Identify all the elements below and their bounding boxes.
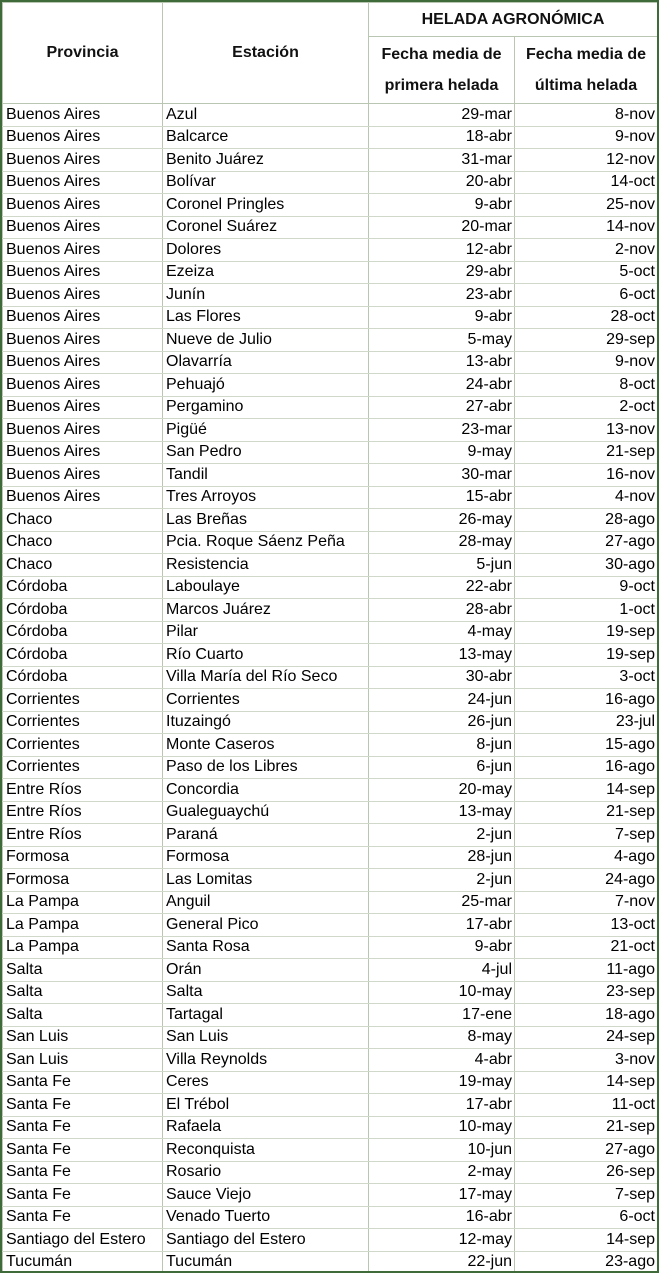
provincia-cell: Salta xyxy=(3,1004,163,1027)
estacion-cell: San Pedro xyxy=(163,441,369,464)
table-row xyxy=(3,891,658,914)
ultima-helada-cell: 3-nov xyxy=(515,1049,658,1072)
ultima-helada-cell: 13-nov xyxy=(515,419,658,442)
provincia-cell: Corrientes xyxy=(3,734,163,757)
estacion-cell: Las Lomitas xyxy=(163,869,369,892)
estacion-cell: Ezeiza xyxy=(163,261,369,284)
ultima-helada-cell: 26-sep xyxy=(515,1161,658,1184)
estacion-cell: Villa María del Río Seco xyxy=(163,666,369,689)
provincia-cell: Santa Fe xyxy=(3,1139,163,1162)
estacion-cell: Benito Juárez xyxy=(163,149,369,172)
table-row xyxy=(3,824,658,847)
table-row xyxy=(3,239,658,262)
ultima-helada-cell: 7-sep xyxy=(515,1184,658,1207)
table-row xyxy=(3,284,658,307)
estacion-cell: El Trébol xyxy=(163,1094,369,1117)
ultima-helada-cell: 9-nov xyxy=(515,126,658,149)
ultima-helada-cell: 27-ago xyxy=(515,1139,658,1162)
ultima-helada-cell: 1-oct xyxy=(515,599,658,622)
table-header xyxy=(3,3,658,104)
provincia-cell: Entre Ríos xyxy=(3,801,163,824)
provincia-cell: Formosa xyxy=(3,869,163,892)
ultima-helada-cell: 3-oct xyxy=(515,666,658,689)
table-row xyxy=(3,374,658,397)
primera-helada-cell: 18-abr xyxy=(369,126,515,149)
provincia-cell: Corrientes xyxy=(3,756,163,779)
provincia-cell: Chaco xyxy=(3,554,163,577)
provincia-cell: La Pampa xyxy=(3,914,163,937)
provincia-cell: Chaco xyxy=(3,531,163,554)
primera-helada-cell: 30-abr xyxy=(369,666,515,689)
ultima-helada-cell: 16-nov xyxy=(515,464,658,487)
primera-helada-cell: 22-abr xyxy=(369,576,515,599)
ultima-helada-cell: 16-ago xyxy=(515,689,658,712)
estacion-cell: Resistencia xyxy=(163,554,369,577)
provincia-cell: Buenos Aires xyxy=(3,329,163,352)
ultima-helada-cell: 21-sep xyxy=(515,441,658,464)
estacion-cell: Pehuajó xyxy=(163,374,369,397)
table-row xyxy=(3,1229,658,1252)
primera-helada-cell: 25-mar xyxy=(369,891,515,914)
estacion-cell: Rafaela xyxy=(163,1116,369,1139)
estacion-cell: San Luis xyxy=(163,1026,369,1049)
primera-helada-cell: 2-may xyxy=(369,1161,515,1184)
primera-helada-cell: 28-may xyxy=(369,531,515,554)
table-row xyxy=(3,261,658,284)
ultima-helada-cell: 24-sep xyxy=(515,1026,658,1049)
table-row xyxy=(3,351,658,374)
frost-dates-table xyxy=(2,2,658,1273)
provincia-cell: San Luis xyxy=(3,1049,163,1072)
primera-helada-cell: 23-mar xyxy=(369,419,515,442)
table-row xyxy=(3,734,658,757)
provincia-cell: Córdoba xyxy=(3,621,163,644)
estacion-cell: Azul xyxy=(163,104,369,127)
estacion-cell: Río Cuarto xyxy=(163,644,369,667)
ultima-helada-cell: 4-ago xyxy=(515,846,658,869)
ultima-helada-cell: 24-ago xyxy=(515,869,658,892)
primera-helada-cell: 13-may xyxy=(369,644,515,667)
provincia-cell: Buenos Aires xyxy=(3,351,163,374)
primera-helada-cell: 26-jun xyxy=(369,711,515,734)
estacion-cell: Ituzaingó xyxy=(163,711,369,734)
provincia-cell: Entre Ríos xyxy=(3,779,163,802)
table-row xyxy=(3,329,658,352)
provincia-cell: Córdoba xyxy=(3,576,163,599)
ultima-helada-cell: 11-oct xyxy=(515,1094,658,1117)
table-row xyxy=(3,1161,658,1184)
table-row xyxy=(3,1251,658,1273)
ultima-helada-cell: 2-oct xyxy=(515,396,658,419)
ultima-helada-cell: 30-ago xyxy=(515,554,658,577)
provincia-cell: La Pampa xyxy=(3,936,163,959)
primera-helada-cell: 26-may xyxy=(369,509,515,532)
table-row xyxy=(3,171,658,194)
provincia-cell: Buenos Aires xyxy=(3,239,163,262)
primera-helada-cell: 8-may xyxy=(369,1026,515,1049)
primera-helada-cell: 12-abr xyxy=(369,239,515,262)
ultima-helada-cell: 2-nov xyxy=(515,239,658,262)
primera-helada-cell: 16-abr xyxy=(369,1206,515,1229)
ultima-helada-cell: 23-ago xyxy=(515,1251,658,1273)
table-row xyxy=(3,464,658,487)
header-primera-line1: Fecha media de xyxy=(381,46,502,63)
provincia-cell: San Luis xyxy=(3,1026,163,1049)
provincia-cell: Córdoba xyxy=(3,666,163,689)
estacion-cell: Dolores xyxy=(163,239,369,262)
table-row xyxy=(3,846,658,869)
primera-helada-cell: 6-jun xyxy=(369,756,515,779)
estacion-cell: Formosa xyxy=(163,846,369,869)
primera-helada-cell: 17-may xyxy=(369,1184,515,1207)
ultima-helada-cell: 8-nov xyxy=(515,104,658,127)
estacion-cell: Santa Rosa xyxy=(163,936,369,959)
ultima-helada-cell: 6-oct xyxy=(515,1206,658,1229)
primera-helada-cell: 9-abr xyxy=(369,194,515,217)
table-row xyxy=(3,1026,658,1049)
table-row xyxy=(3,801,658,824)
provincia-cell: Formosa xyxy=(3,846,163,869)
table-row xyxy=(3,756,658,779)
table-row xyxy=(3,936,658,959)
provincia-cell: Santa Fe xyxy=(3,1116,163,1139)
estacion-cell: Laboulaye xyxy=(163,576,369,599)
primera-helada-cell: 28-abr xyxy=(369,599,515,622)
table-row xyxy=(3,531,658,554)
estacion-cell: Nueve de Julio xyxy=(163,329,369,352)
provincia-cell: Entre Ríos xyxy=(3,824,163,847)
primera-helada-cell: 20-may xyxy=(369,779,515,802)
table-row xyxy=(3,1049,658,1072)
primera-helada-cell: 9-abr xyxy=(369,306,515,329)
table-row xyxy=(3,779,658,802)
primera-helada-cell: 30-mar xyxy=(369,464,515,487)
primera-helada-cell: 13-abr xyxy=(369,351,515,374)
provincia-cell: Buenos Aires xyxy=(3,104,163,127)
provincia-cell: Buenos Aires xyxy=(3,261,163,284)
provincia-cell: Buenos Aires xyxy=(3,486,163,509)
ultima-helada-cell: 7-nov xyxy=(515,891,658,914)
primera-helada-cell: 4-jul xyxy=(369,959,515,982)
table-row xyxy=(3,216,658,239)
primera-helada-cell: 20-abr xyxy=(369,171,515,194)
provincia-cell: Buenos Aires xyxy=(3,396,163,419)
table-row xyxy=(3,1139,658,1162)
table-row xyxy=(3,599,658,622)
table-row xyxy=(3,981,658,1004)
header-primera-line2: primera helada xyxy=(384,77,499,94)
table-row xyxy=(3,576,658,599)
estacion-cell: Tartagal xyxy=(163,1004,369,1027)
estacion-cell: Las Flores xyxy=(163,306,369,329)
header-provincia: Provincia xyxy=(3,3,163,104)
primera-helada-cell: 9-may xyxy=(369,441,515,464)
provincia-cell: Santa Fe xyxy=(3,1071,163,1094)
provincia-cell: Buenos Aires xyxy=(3,464,163,487)
provincia-cell: Santiago del Estero xyxy=(3,1229,163,1252)
table-body xyxy=(3,104,658,1273)
provincia-cell: Buenos Aires xyxy=(3,374,163,397)
provincia-cell: Buenos Aires xyxy=(3,284,163,307)
estacion-cell: Junín xyxy=(163,284,369,307)
estacion-cell: Paso de los Libres xyxy=(163,756,369,779)
primera-helada-cell: 5-jun xyxy=(369,554,515,577)
primera-helada-cell: 9-abr xyxy=(369,936,515,959)
table-row xyxy=(3,1071,658,1094)
ultima-helada-cell: 21-oct xyxy=(515,936,658,959)
table-row xyxy=(3,1206,658,1229)
estacion-cell: Rosario xyxy=(163,1161,369,1184)
provincia-cell: Corrientes xyxy=(3,689,163,712)
table-row xyxy=(3,869,658,892)
primera-helada-cell: 17-abr xyxy=(369,1094,515,1117)
estacion-cell: Bolívar xyxy=(163,171,369,194)
provincia-cell: Santa Fe xyxy=(3,1161,163,1184)
estacion-cell: Pigüé xyxy=(163,419,369,442)
provincia-cell: Buenos Aires xyxy=(3,419,163,442)
estacion-cell: Monte Caseros xyxy=(163,734,369,757)
primera-helada-cell: 22-jun xyxy=(369,1251,515,1273)
ultima-helada-cell: 21-sep xyxy=(515,1116,658,1139)
ultima-helada-cell: 28-ago xyxy=(515,509,658,532)
estacion-cell: Tucumán xyxy=(163,1251,369,1273)
table-row xyxy=(3,689,658,712)
ultima-helada-cell: 28-oct xyxy=(515,306,658,329)
ultima-helada-cell: 15-ago xyxy=(515,734,658,757)
table-row xyxy=(3,126,658,149)
ultima-helada-cell: 7-sep xyxy=(515,824,658,847)
header-ultima-helada xyxy=(515,37,658,104)
table-row xyxy=(3,441,658,464)
provincia-cell: Córdoba xyxy=(3,644,163,667)
ultima-helada-cell: 5-oct xyxy=(515,261,658,284)
ultima-helada-cell: 25-nov xyxy=(515,194,658,217)
ultima-helada-cell: 19-sep xyxy=(515,621,658,644)
estacion-cell: Pcia. Roque Sáenz Peña xyxy=(163,531,369,554)
table-row xyxy=(3,554,658,577)
table-row xyxy=(3,644,658,667)
provincia-cell: Santa Fe xyxy=(3,1094,163,1117)
primera-helada-cell: 4-abr xyxy=(369,1049,515,1072)
ultima-helada-cell: 14-nov xyxy=(515,216,658,239)
estacion-cell: Santiago del Estero xyxy=(163,1229,369,1252)
estacion-cell: Corrientes xyxy=(163,689,369,712)
ultima-helada-cell: 13-oct xyxy=(515,914,658,937)
provincia-cell: Buenos Aires xyxy=(3,126,163,149)
provincia-cell: Buenos Aires xyxy=(3,171,163,194)
header-helada-agronomica: HELADA AGRONÓMICA xyxy=(369,3,658,37)
estacion-cell: Venado Tuerto xyxy=(163,1206,369,1229)
primera-helada-cell: 15-abr xyxy=(369,486,515,509)
table-row xyxy=(3,711,658,734)
ultima-helada-cell: 16-ago xyxy=(515,756,658,779)
primera-helada-cell: 29-abr xyxy=(369,261,515,284)
table-row xyxy=(3,306,658,329)
primera-helada-cell: 8-jun xyxy=(369,734,515,757)
table-row xyxy=(3,104,658,127)
estacion-cell: Coronel Pringles xyxy=(163,194,369,217)
table-row xyxy=(3,149,658,172)
provincia-cell: Corrientes xyxy=(3,711,163,734)
provincia-cell: Salta xyxy=(3,959,163,982)
ultima-helada-cell: 14-oct xyxy=(515,171,658,194)
ultima-helada-cell: 19-sep xyxy=(515,644,658,667)
estacion-cell: Paraná xyxy=(163,824,369,847)
estacion-cell: Orán xyxy=(163,959,369,982)
estacion-cell: Ceres xyxy=(163,1071,369,1094)
table-row xyxy=(3,1116,658,1139)
primera-helada-cell: 4-may xyxy=(369,621,515,644)
primera-helada-cell: 13-may xyxy=(369,801,515,824)
estacion-cell: Las Breñas xyxy=(163,509,369,532)
estacion-cell: Sauce Viejo xyxy=(163,1184,369,1207)
ultima-helada-cell: 27-ago xyxy=(515,531,658,554)
estacion-cell: Marcos Juárez xyxy=(163,599,369,622)
table-row xyxy=(3,959,658,982)
estacion-cell: Tandil xyxy=(163,464,369,487)
table-row xyxy=(3,914,658,937)
header-estacion: Estación xyxy=(163,3,369,104)
header-ultima-line1: Fecha media de xyxy=(525,46,647,63)
primera-helada-cell: 27-abr xyxy=(369,396,515,419)
primera-helada-cell: 31-mar xyxy=(369,149,515,172)
provincia-cell: Buenos Aires xyxy=(3,216,163,239)
estacion-cell: Tres Arroyos xyxy=(163,486,369,509)
ultima-helada-cell: 14-sep xyxy=(515,1071,658,1094)
provincia-cell: Buenos Aires xyxy=(3,149,163,172)
provincia-cell: Tucumán xyxy=(3,1251,163,1273)
primera-helada-cell: 2-jun xyxy=(369,869,515,892)
primera-helada-cell: 2-jun xyxy=(369,824,515,847)
ultima-helada-cell: 4-nov xyxy=(515,486,658,509)
table-row xyxy=(3,1184,658,1207)
table-row xyxy=(3,621,658,644)
primera-helada-cell: 10-may xyxy=(369,981,515,1004)
primera-helada-cell: 5-may xyxy=(369,329,515,352)
estacion-cell: Reconquista xyxy=(163,1139,369,1162)
estacion-cell: Salta xyxy=(163,981,369,1004)
table-row xyxy=(3,396,658,419)
primera-helada-cell: 17-ene xyxy=(369,1004,515,1027)
ultima-helada-cell: 8-oct xyxy=(515,374,658,397)
estacion-cell: General Pico xyxy=(163,914,369,937)
primera-helada-cell: 23-abr xyxy=(369,284,515,307)
ultima-helada-cell: 29-sep xyxy=(515,329,658,352)
provincia-cell: Buenos Aires xyxy=(3,194,163,217)
table-row xyxy=(3,194,658,217)
provincia-cell: La Pampa xyxy=(3,891,163,914)
provincia-cell: Buenos Aires xyxy=(3,306,163,329)
estacion-cell: Pergamino xyxy=(163,396,369,419)
primera-helada-cell: 17-abr xyxy=(369,914,515,937)
primera-helada-cell: 24-jun xyxy=(369,689,515,712)
estacion-cell: Concordia xyxy=(163,779,369,802)
table-row xyxy=(3,1004,658,1027)
ultima-helada-cell: 18-ago xyxy=(515,1004,658,1027)
estacion-cell: Villa Reynolds xyxy=(163,1049,369,1072)
header-ultima-line2: última helada xyxy=(534,77,638,94)
ultima-helada-cell: 6-oct xyxy=(515,284,658,307)
estacion-cell: Pilar xyxy=(163,621,369,644)
ultima-helada-cell: 12-nov xyxy=(515,149,658,172)
estacion-cell: Balcarce xyxy=(163,126,369,149)
primera-helada-cell: 10-may xyxy=(369,1116,515,1139)
provincia-cell: Santa Fe xyxy=(3,1206,163,1229)
estacion-cell: Coronel Suárez xyxy=(163,216,369,239)
table-row xyxy=(3,666,658,689)
ultima-helada-cell: 9-oct xyxy=(515,576,658,599)
primera-helada-cell: 24-abr xyxy=(369,374,515,397)
ultima-helada-cell: 23-sep xyxy=(515,981,658,1004)
ultima-helada-cell: 21-sep xyxy=(515,801,658,824)
table-row xyxy=(3,486,658,509)
provincia-cell: Santa Fe xyxy=(3,1184,163,1207)
ultima-helada-cell: 11-ago xyxy=(515,959,658,982)
provincia-cell: Córdoba xyxy=(3,599,163,622)
primera-helada-cell: 19-may xyxy=(369,1071,515,1094)
ultima-helada-cell: 23-jul xyxy=(515,711,658,734)
primera-helada-cell: 20-mar xyxy=(369,216,515,239)
ultima-helada-cell: 14-sep xyxy=(515,779,658,802)
primera-helada-cell: 10-jun xyxy=(369,1139,515,1162)
table-row xyxy=(3,419,658,442)
table-row xyxy=(3,509,658,532)
primera-helada-cell: 12-may xyxy=(369,1229,515,1252)
ultima-helada-cell: 14-sep xyxy=(515,1229,658,1252)
primera-helada-cell: 29-mar xyxy=(369,104,515,127)
primera-helada-cell: 28-jun xyxy=(369,846,515,869)
provincia-cell: Salta xyxy=(3,981,163,1004)
estacion-cell: Olavarría xyxy=(163,351,369,374)
provincia-cell: Buenos Aires xyxy=(3,441,163,464)
table-row xyxy=(3,1094,658,1117)
estacion-cell: Gualeguaychú xyxy=(163,801,369,824)
header-primera-helada xyxy=(369,37,515,104)
estacion-cell: Anguil xyxy=(163,891,369,914)
ultima-helada-cell: 9-nov xyxy=(515,351,658,374)
provincia-cell: Chaco xyxy=(3,509,163,532)
